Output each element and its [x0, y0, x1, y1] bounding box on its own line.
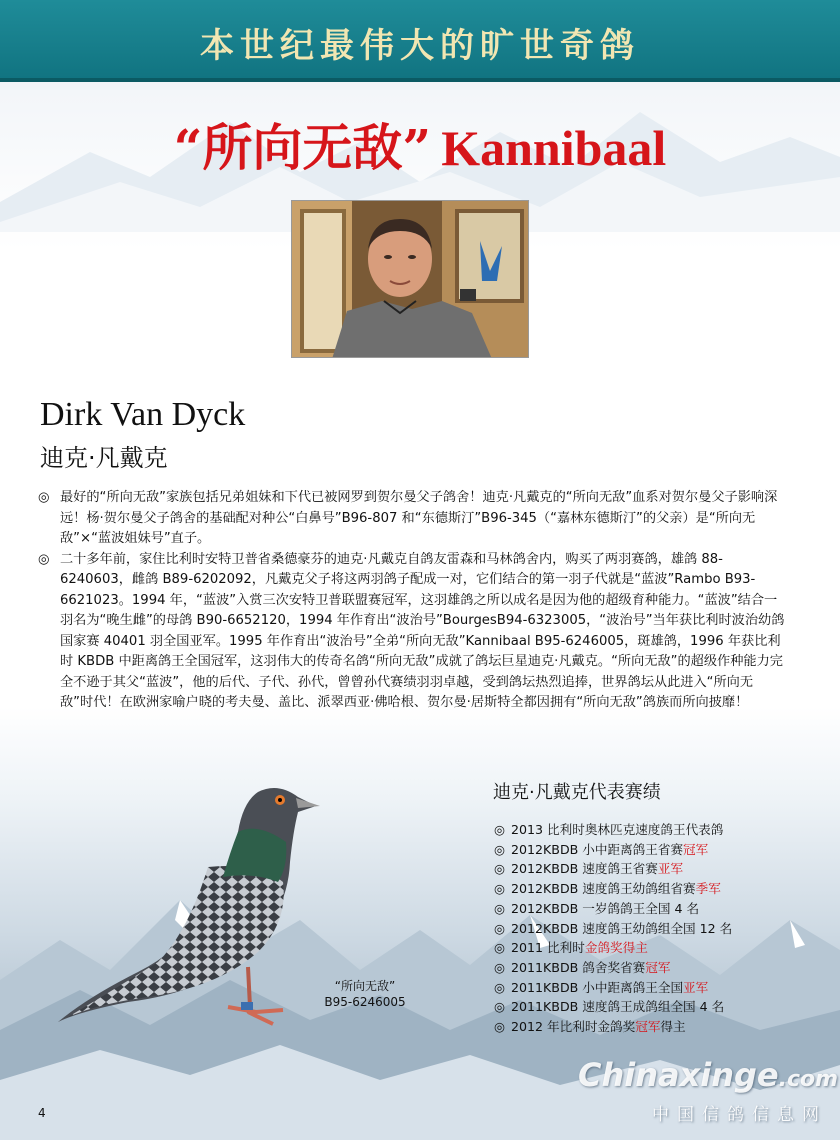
- pigeon-illustration: [58, 772, 328, 1042]
- person-name-cn: 迪克·凡戴克: [40, 444, 168, 472]
- record-highlight: 冠军: [635, 1019, 661, 1035]
- page-title-cn: “所向无敌”: [173, 118, 432, 177]
- record-text: 2012 年比利时金鸽奖: [511, 1019, 636, 1035]
- list-item: [494, 899, 814, 919]
- page-title-en: Kannibaal: [441, 120, 667, 176]
- paragraph: [38, 488, 786, 550]
- list-item: [494, 840, 814, 860]
- portrait-photo: [291, 200, 529, 358]
- list-item: [494, 958, 814, 978]
- list-item: [494, 820, 814, 840]
- watermark-logo: [578, 1056, 838, 1094]
- bullet-icon: ◎: [494, 959, 505, 975]
- record-text: 2011KBDB 鸽舍奖省赛: [511, 959, 646, 975]
- bullet-icon: ◎: [38, 490, 50, 505]
- record-text: 2012KBDB 小中距离鸽王省赛: [511, 841, 684, 857]
- record-highlight: 季军: [695, 881, 721, 897]
- page-title: [0, 108, 840, 180]
- record-highlight: 亚军: [683, 979, 709, 995]
- record-text: 2012KBDB 一岁鸽鸽王全国 4 名: [511, 900, 700, 916]
- record-text: 2011KBDB 小中距离鸽王全国: [511, 979, 684, 995]
- record-text: 2011KBDB 速度鸽王成鸽组全国 4 名: [511, 999, 725, 1015]
- bullet-icon: ◎: [494, 1019, 505, 1035]
- watermark-cn: 中国信鸽信息网: [652, 1105, 827, 1125]
- person-name-en: Dirk Van Dyck: [40, 396, 246, 433]
- record-highlight: 亚军: [657, 861, 684, 877]
- record-text: 2011 比利时: [511, 940, 585, 956]
- list-item: [494, 938, 814, 958]
- list-item: [494, 978, 814, 998]
- record-text: 2012KBDB 速度鸽王幼鸽组全国 12 名: [511, 920, 733, 936]
- pigeon-caption: [300, 978, 430, 1010]
- record-text: 2012KBDB 速度鸽王省赛: [511, 861, 658, 877]
- records-title: 迪克·凡戴克代表赛绩: [493, 782, 661, 803]
- record-highlight: 金鸽奖得主: [584, 940, 648, 956]
- record-text: 2013 比利时奥林匹克速度鸽王代表鸽: [511, 822, 724, 837]
- record-text-after: 得主: [660, 1019, 686, 1035]
- bullet-icon: ◎: [494, 979, 505, 995]
- bullet-icon: ◎: [494, 940, 505, 956]
- bullet-icon: ◎: [494, 920, 505, 936]
- page-number: 4: [38, 1106, 46, 1120]
- list-item: [494, 879, 814, 899]
- record-highlight: 冠军: [683, 841, 709, 857]
- list-item: [494, 997, 814, 1017]
- list-item: [494, 859, 814, 879]
- pigeon-image: [58, 772, 328, 1042]
- bullet-icon: ◎: [494, 999, 505, 1015]
- paragraph-text: 二十多年前，家住比利时安特卫普省桑德豪芬的迪克·凡戴克自鸽友雷森和马林鸽舍内，购买了两羽赛鸽，雄鸽 88-6240603，雌鸽 B89-6202092，凡戴克父子将这两羽鸽子配成一对，它们结合的第一羽子代就是“蓝波”Rambo B93-6621023。1994 年，“蓝波”入赏三次安特卫普联盟赛冠军，这羽雄鸽之所以成名是因为他的超级育种能力。“蓝波”结合一羽名为“晚生雌”的母鸽 B90-6652120，1994 年作育出“波治号”BourgesB94-6323005，“波治号”当年获比利时波治幼鸽国家赛 40401 羽全国亚军。1995 年作育出“波治号”全弟“所向无敌”Kannibaal B95-6246005，斑雄鸽，1996 年获比利时 KBDB 中距离鸽王全国冠军，这羽伟大的传奇名鸽“所向无敌”成就了鸽坛巨星迪克·凡戴克。“所向无敌”的超级作种能力完全不逊于其父“蓝波”，他的后代、子代、孙代，曾曾孙代赛绩羽羽卓越，受到鸽坛热烈追捧，世界鸽坛从此进入“所向无敌”时代！在欧洲家喻户晓的考夫曼、盖比、派翠西亚·佛哈根、贺尔曼·居斯特全都因拥有“所向无敌”鸽族而所向披靡！: [60, 551, 785, 710]
- bullet-icon: ◎: [494, 861, 505, 877]
- bullet-icon: ◎: [38, 551, 50, 567]
- watermark-text: Chinaxinge: [578, 1056, 779, 1094]
- article-body: [38, 488, 786, 714]
- bullet-icon: ◎: [494, 881, 505, 897]
- record-highlight: 冠军: [645, 959, 671, 975]
- watermark-suffix: .com: [778, 1067, 839, 1092]
- list-item: [494, 1017, 814, 1037]
- pigeon-name: “所向无敌”: [334, 979, 396, 993]
- bullet-icon: ◎: [494, 841, 505, 857]
- record-text: 2012KBDB 速度鸽王幼鸽组省赛: [511, 881, 696, 897]
- bullet-icon: ◎: [494, 822, 505, 837]
- bullet-icon: ◎: [494, 900, 505, 916]
- portrait-image: [292, 201, 529, 358]
- header-title: 本世纪最伟大的旷世奇鸽: [200, 26, 640, 66]
- paragraph-text: 最好的“所向无敌”家族包括兄弟姐妹和下代已被网罗到贺尔曼父子鸽舍！迪克·凡戴克的“所向无敌”血系对贺尔曼父子影响深远！杨·贺尔曼父子鸽舍的基础配对种公“白鼻号”B96-807 和“东德斯汀”B96-345（“嘉林东德斯汀”的父亲）是“所向无敌”×“蓝波姐妹号”直子。: [60, 490, 778, 546]
- pigeon-ring: B95-6246005: [324, 995, 406, 1009]
- list-item: [494, 919, 814, 939]
- records-list: [494, 820, 814, 1037]
- paragraph: [38, 550, 786, 714]
